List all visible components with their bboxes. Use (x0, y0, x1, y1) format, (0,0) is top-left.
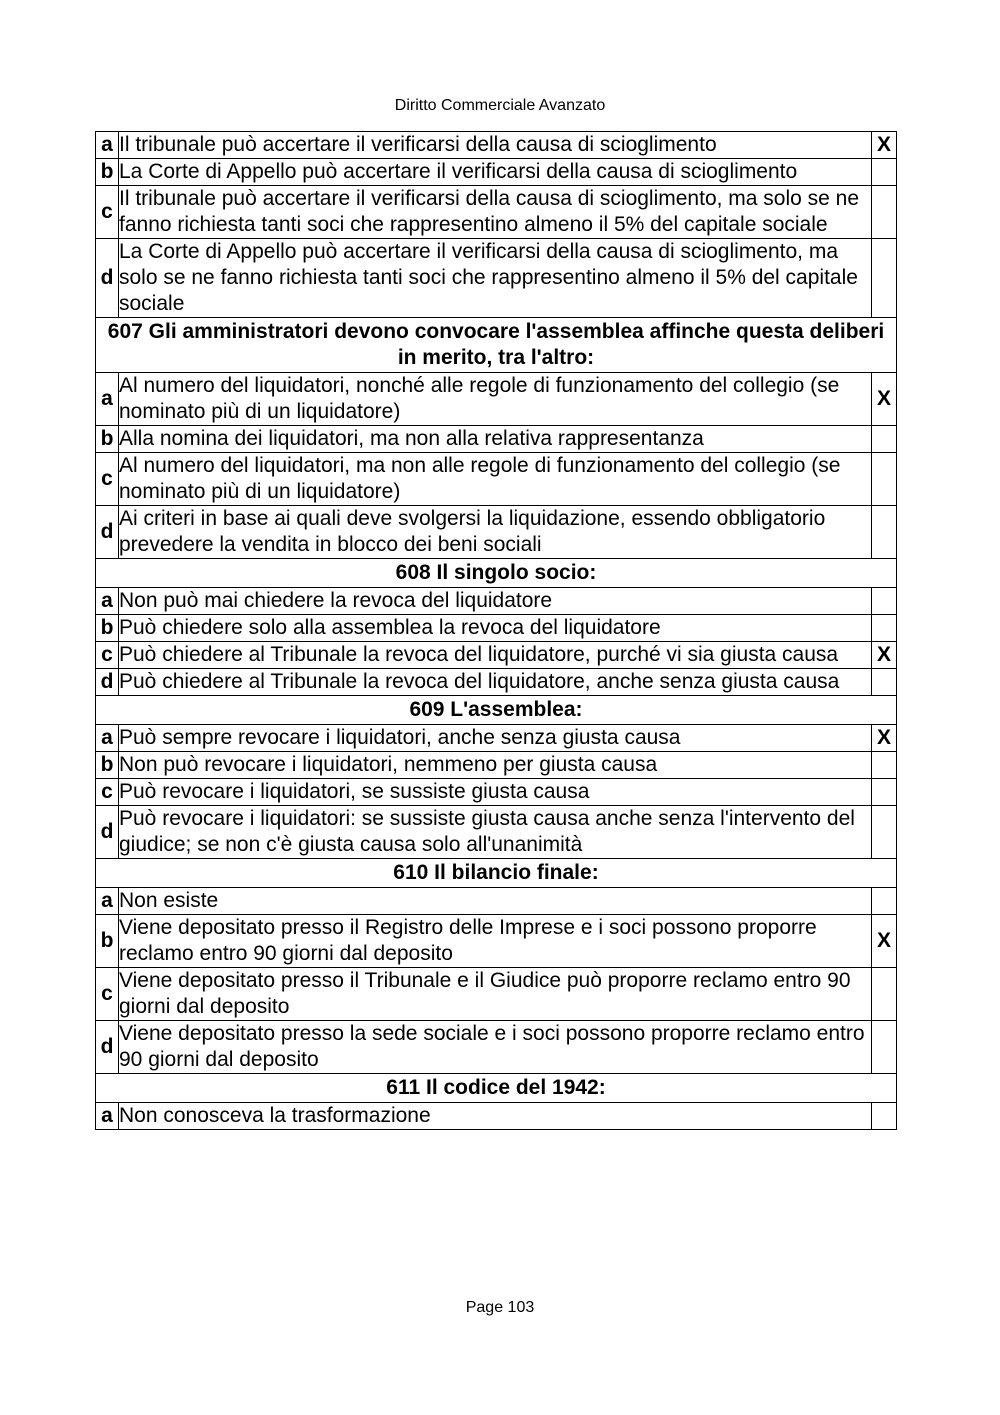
question-text: 609 L'assemblea: (96, 696, 897, 725)
answer-row (96, 186, 897, 239)
answer-letter: a (96, 1103, 119, 1130)
correct-mark (872, 186, 897, 239)
page-header: Diritto Commerciale Avanzato (394, 97, 606, 114)
answer-letter: c (96, 186, 119, 239)
answer-letter: a (96, 725, 119, 752)
answer-text: Può sempre revocare i liquidatori, anche senza giusta causa (119, 725, 872, 752)
question-text: 611 Il codice del 1942: (96, 1074, 897, 1103)
answer-text: La Corte di Appello può accertare il verificarsi della causa di scioglimento, ma solo se ne fanno richiesta tanti soci che rappresentino almeno il 5% del capitale sociale (119, 239, 872, 318)
answer-letter: d (96, 669, 119, 696)
answer-letter: c (96, 779, 119, 806)
correct-mark (872, 806, 897, 859)
answer-row (96, 725, 897, 752)
answer-text: Può chiedere al Tribunale la revoca del liquidatore, anche senza giusta causa (119, 669, 872, 696)
correct-mark: X (872, 642, 897, 669)
answer-row (96, 915, 897, 968)
answer-text: Al numero del liquidatori, ma non alle regole di funzionamento del collegio (se nominato più di un liquidatore) (119, 453, 872, 506)
answer-text: Non può mai chiedere la revoca del liquidatore (119, 588, 872, 615)
answer-letter: b (96, 915, 119, 968)
correct-mark (872, 888, 897, 915)
correct-mark (872, 968, 897, 1021)
correct-mark (872, 1021, 897, 1074)
question-row (96, 696, 897, 725)
answer-letter: b (96, 159, 119, 186)
answer-letter: c (96, 968, 119, 1021)
answer-text: Non conosceva la trasformazione (119, 1103, 872, 1130)
answer-text: Viene depositato presso il Registro delle Imprese e i soci possono proporre reclamo entro 90 giorni dal deposito (119, 915, 872, 968)
answer-text: Al numero del liquidatori, nonché alle regole di funzionamento del collegio (se nominato più di un liquidatore) (119, 373, 872, 426)
answer-text: Ai criteri in base ai quali deve svolgersi la liquidazione, essendo obbligatorio prevedere la vendita in blocco dei beni sociali (119, 506, 872, 559)
correct-mark (872, 779, 897, 806)
answer-text: Alla nomina dei liquidatori, ma non alla relativa rappresentanza (119, 426, 872, 453)
answer-row (96, 132, 897, 159)
answer-letter: a (96, 588, 119, 615)
correct-mark (872, 506, 897, 559)
answer-row (96, 588, 897, 615)
answer-text: Può chiedere solo alla assemblea la revoca del liquidatore (119, 615, 872, 642)
correct-mark (872, 1103, 897, 1130)
answer-letter: c (96, 642, 119, 669)
answer-letter: a (96, 132, 119, 159)
correct-mark: X (872, 725, 897, 752)
correct-mark (872, 239, 897, 318)
answer-row (96, 159, 897, 186)
answer-row (96, 426, 897, 453)
question-text: 607 Gli amministratori devono convocare l'assemblea affinche questa deliberi in merito, tra l'altro: (96, 318, 897, 373)
correct-mark (872, 588, 897, 615)
correct-mark (872, 615, 897, 642)
correct-mark (872, 159, 897, 186)
answer-letter: d (96, 239, 119, 318)
correct-mark (872, 752, 897, 779)
answer-row (96, 669, 897, 696)
answer-row (96, 453, 897, 506)
answer-row (96, 506, 897, 559)
answer-letter: b (96, 615, 119, 642)
answer-row (96, 752, 897, 779)
correct-mark: X (872, 373, 897, 426)
answer-row (96, 888, 897, 915)
answer-row (96, 779, 897, 806)
answer-letter: c (96, 453, 119, 506)
correct-mark (872, 426, 897, 453)
correct-mark (872, 453, 897, 506)
answer-row (96, 373, 897, 426)
quiz-table (95, 131, 897, 1130)
correct-mark: X (872, 132, 897, 159)
answer-letter: b (96, 426, 119, 453)
answer-letter: a (96, 888, 119, 915)
answer-row (96, 1021, 897, 1074)
correct-mark: X (872, 915, 897, 968)
answer-row (96, 806, 897, 859)
question-row (96, 318, 897, 373)
answer-letter: d (96, 1021, 119, 1074)
answer-letter: a (96, 373, 119, 426)
answer-letter: d (96, 506, 119, 559)
answer-text: Il tribunale può accertare il verificarsi della causa di scioglimento, ma solo se ne fanno richiesta tanti soci che rappresentino almeno il 5% del capitale sociale (119, 186, 872, 239)
answer-text: Non può revocare i liquidatori, nemmeno per giusta causa (119, 752, 872, 779)
answer-row (96, 239, 897, 318)
question-row (96, 859, 897, 888)
answer-text: Può revocare i liquidatori, se sussiste giusta causa (119, 779, 872, 806)
correct-mark (872, 669, 897, 696)
answer-letter: b (96, 752, 119, 779)
answer-text: Viene depositato presso la sede sociale e i soci possono proporre reclamo entro 90 giorni dal deposito (119, 1021, 872, 1074)
question-row (96, 559, 897, 588)
answer-row (96, 642, 897, 669)
answer-text: Viene depositato presso il Tribunale e il Giudice può proporre reclamo entro 90 giorni dal deposito (119, 968, 872, 1021)
answer-text: Può chiedere al Tribunale la revoca del liquidatore, purché vi sia giusta causa (119, 642, 872, 669)
answer-text: La Corte di Appello può accertare il verificarsi della causa di scioglimento (119, 159, 872, 186)
answer-letter: d (96, 806, 119, 859)
answer-row (96, 1103, 897, 1130)
answer-row (96, 615, 897, 642)
page-footer: Page 103 (465, 1299, 535, 1316)
answer-text: Può revocare i liquidatori: se sussiste giusta causa anche senza l'intervento del giudice; se non c'è giusta causa solo all'unanimità (119, 806, 872, 859)
answer-text: Non esiste (119, 888, 872, 915)
question-text: 608 Il singolo socio: (96, 559, 897, 588)
answer-row (96, 968, 897, 1021)
question-row (96, 1074, 897, 1103)
question-text: 610 Il bilancio finale: (96, 859, 897, 888)
answer-text: Il tribunale può accertare il verificarsi della causa di scioglimento (119, 132, 872, 159)
